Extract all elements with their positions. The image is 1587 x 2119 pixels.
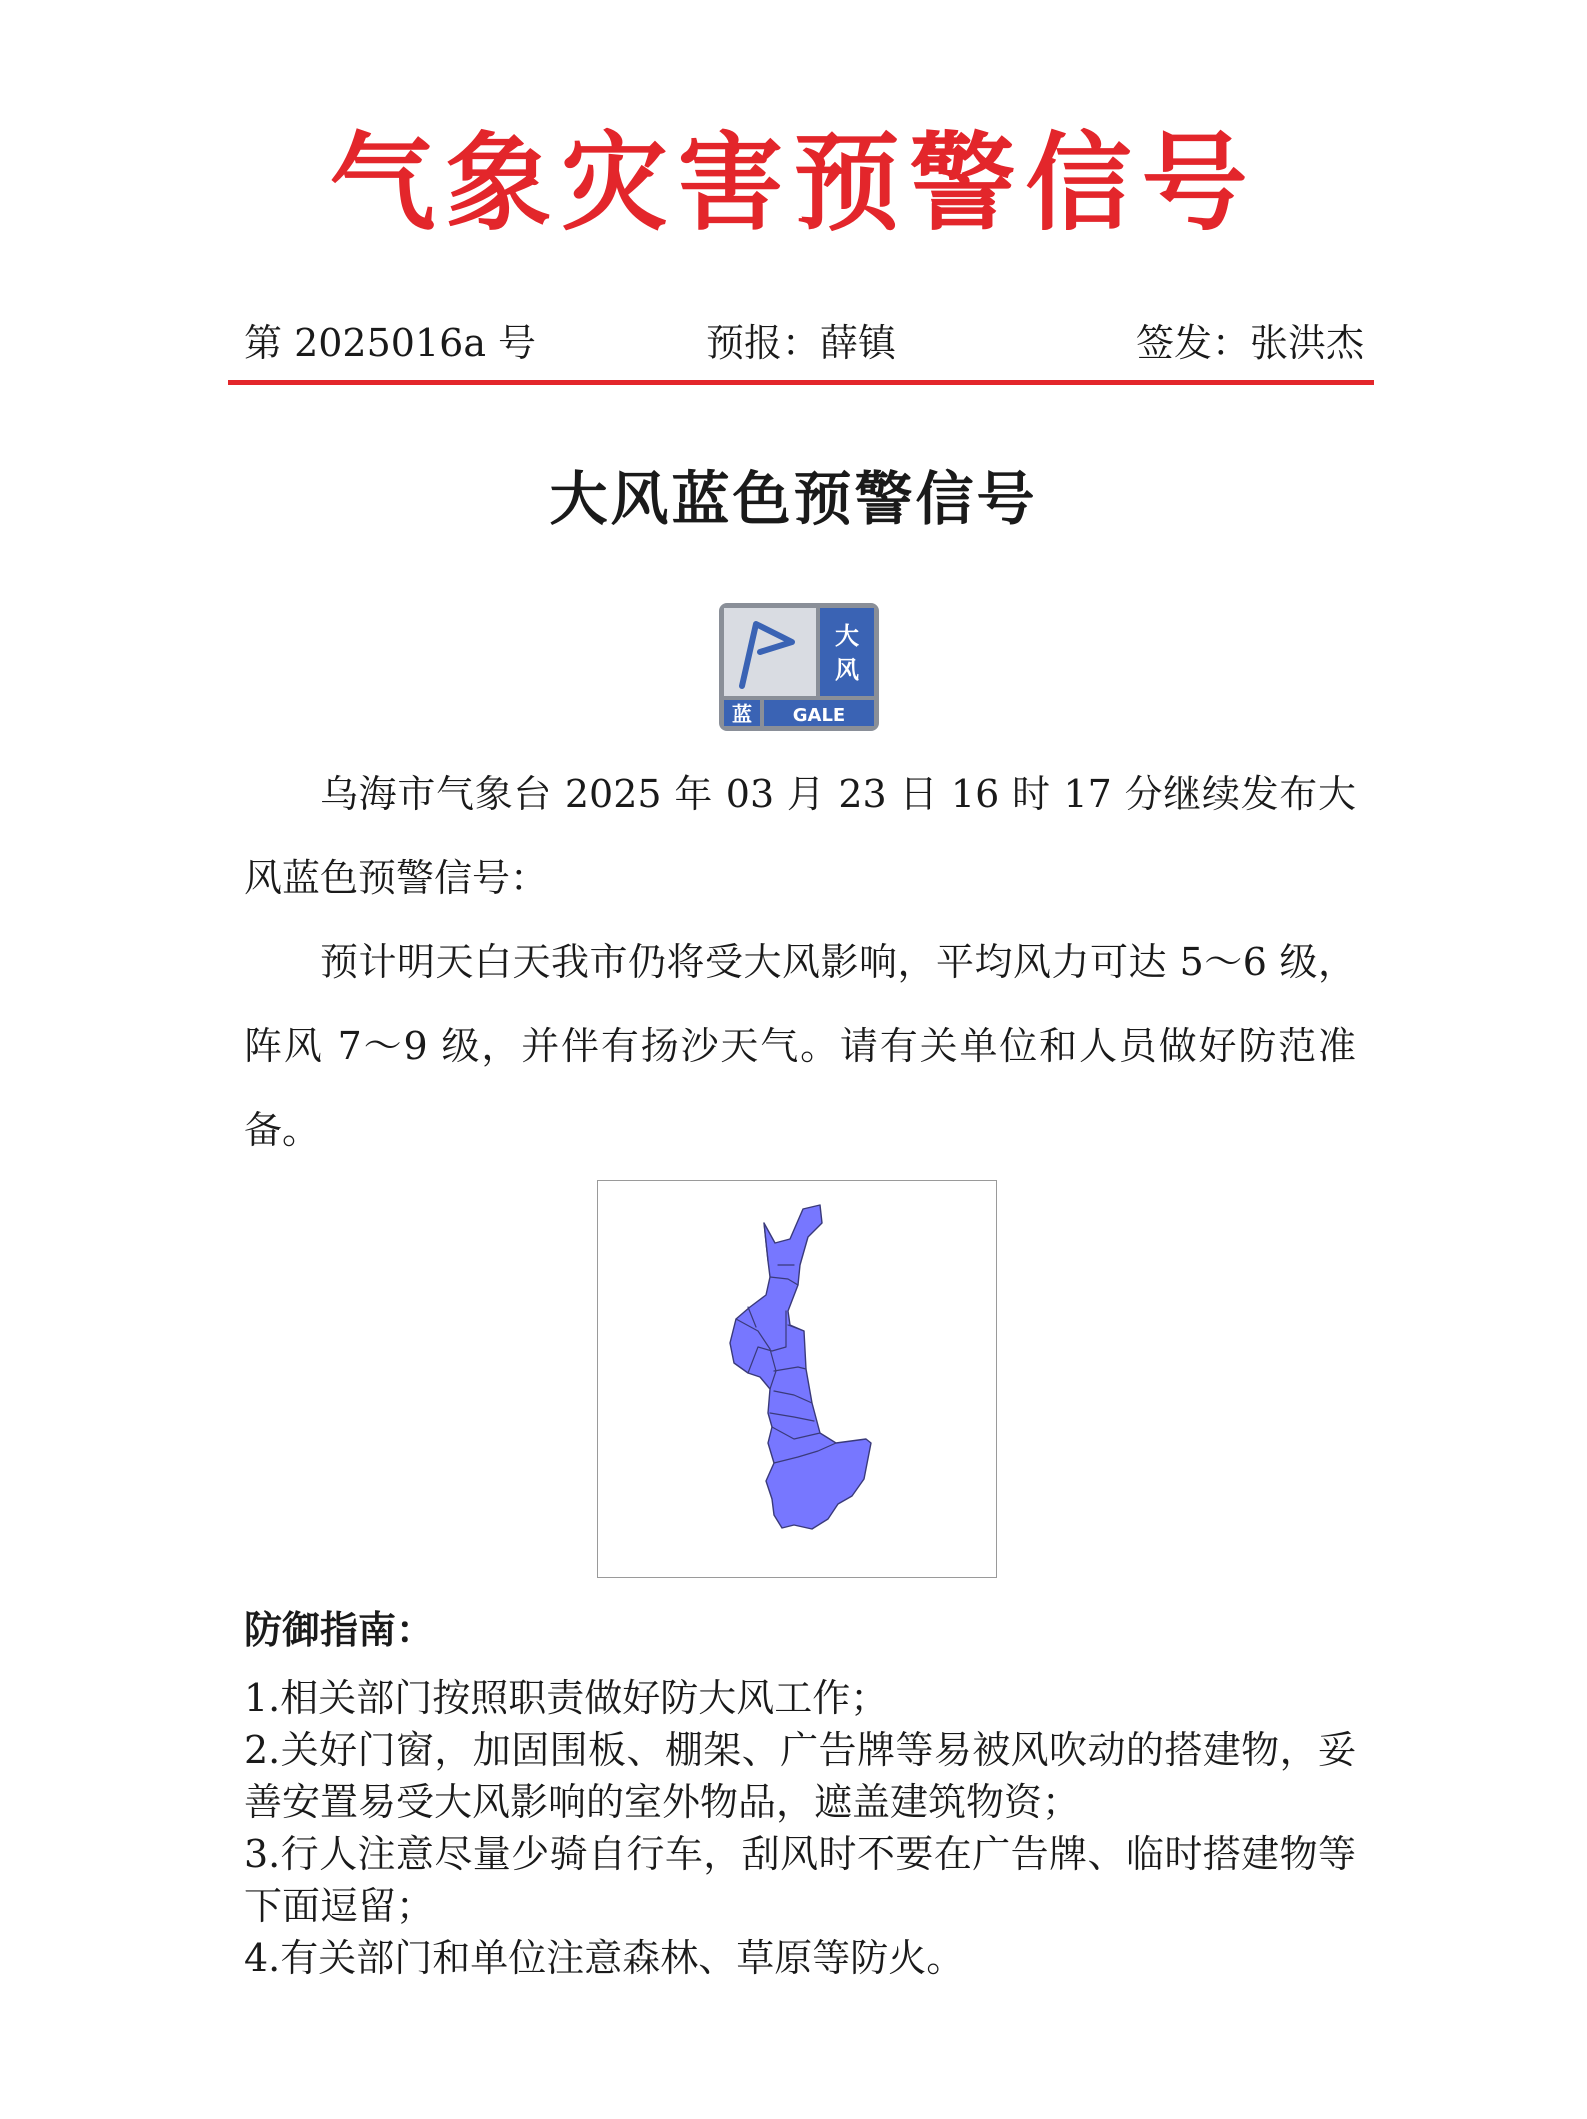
header-divider — [228, 380, 1374, 385]
map-region-outline — [730, 1205, 871, 1529]
gale-blue-warning-icon — [718, 602, 880, 732]
wuhai-district-map — [598, 1181, 996, 1577]
forecaster: 预报：薛镇 — [706, 321, 897, 365]
issuer: 签发：张洪杰 — [1135, 321, 1364, 365]
warning-area-map — [597, 1180, 997, 1578]
defense-guide-list — [244, 1672, 1356, 1984]
forecast-paragraph: 预计明天白天我市仍将受大风影响，平均风力可达 5～6 级，阵风 7～9 级，并伴有扬沙天气。请有关单位和人员做好防范准备。 — [244, 940, 1356, 1152]
icon-english-label: GALE — [792, 705, 846, 726]
icon-color-label: 蓝 — [732, 702, 752, 726]
defense-guide-heading: 防御指南： — [244, 1607, 435, 1652]
icon-text-bottom: 风 — [835, 656, 859, 684]
icon-text-top: 大 — [835, 622, 859, 650]
guide-item: 1.相关部门按照职责做好防大风工作； — [244, 1676, 889, 1720]
issuance-paragraph: 乌海市气象台 2025 年 03 月 23 日 16 时 17 分继续发布大风蓝色预警信号： — [244, 772, 1356, 900]
meta-row — [244, 318, 1364, 368]
header-title: 气象灾害预警信号 — [329, 120, 1258, 245]
warning-title: 大风蓝色预警信号 — [549, 465, 1038, 533]
guide-item: 4.有关部门和单位注意森林、草原等防火。 — [244, 1936, 965, 1980]
guide-item: 2.关好门窗，加固围板、棚架、广告牌等易被风吹动的搭建物，妥善安置易受大风影响的室外物品，遮盖建筑物资； — [244, 1728, 1356, 1824]
guide-item: 3.行人注意尽量少骑自行车，刮风时不要在广告牌、临时搭建物等下面逗留； — [244, 1832, 1356, 1928]
document-number: 第 2025016a 号 — [244, 321, 537, 365]
